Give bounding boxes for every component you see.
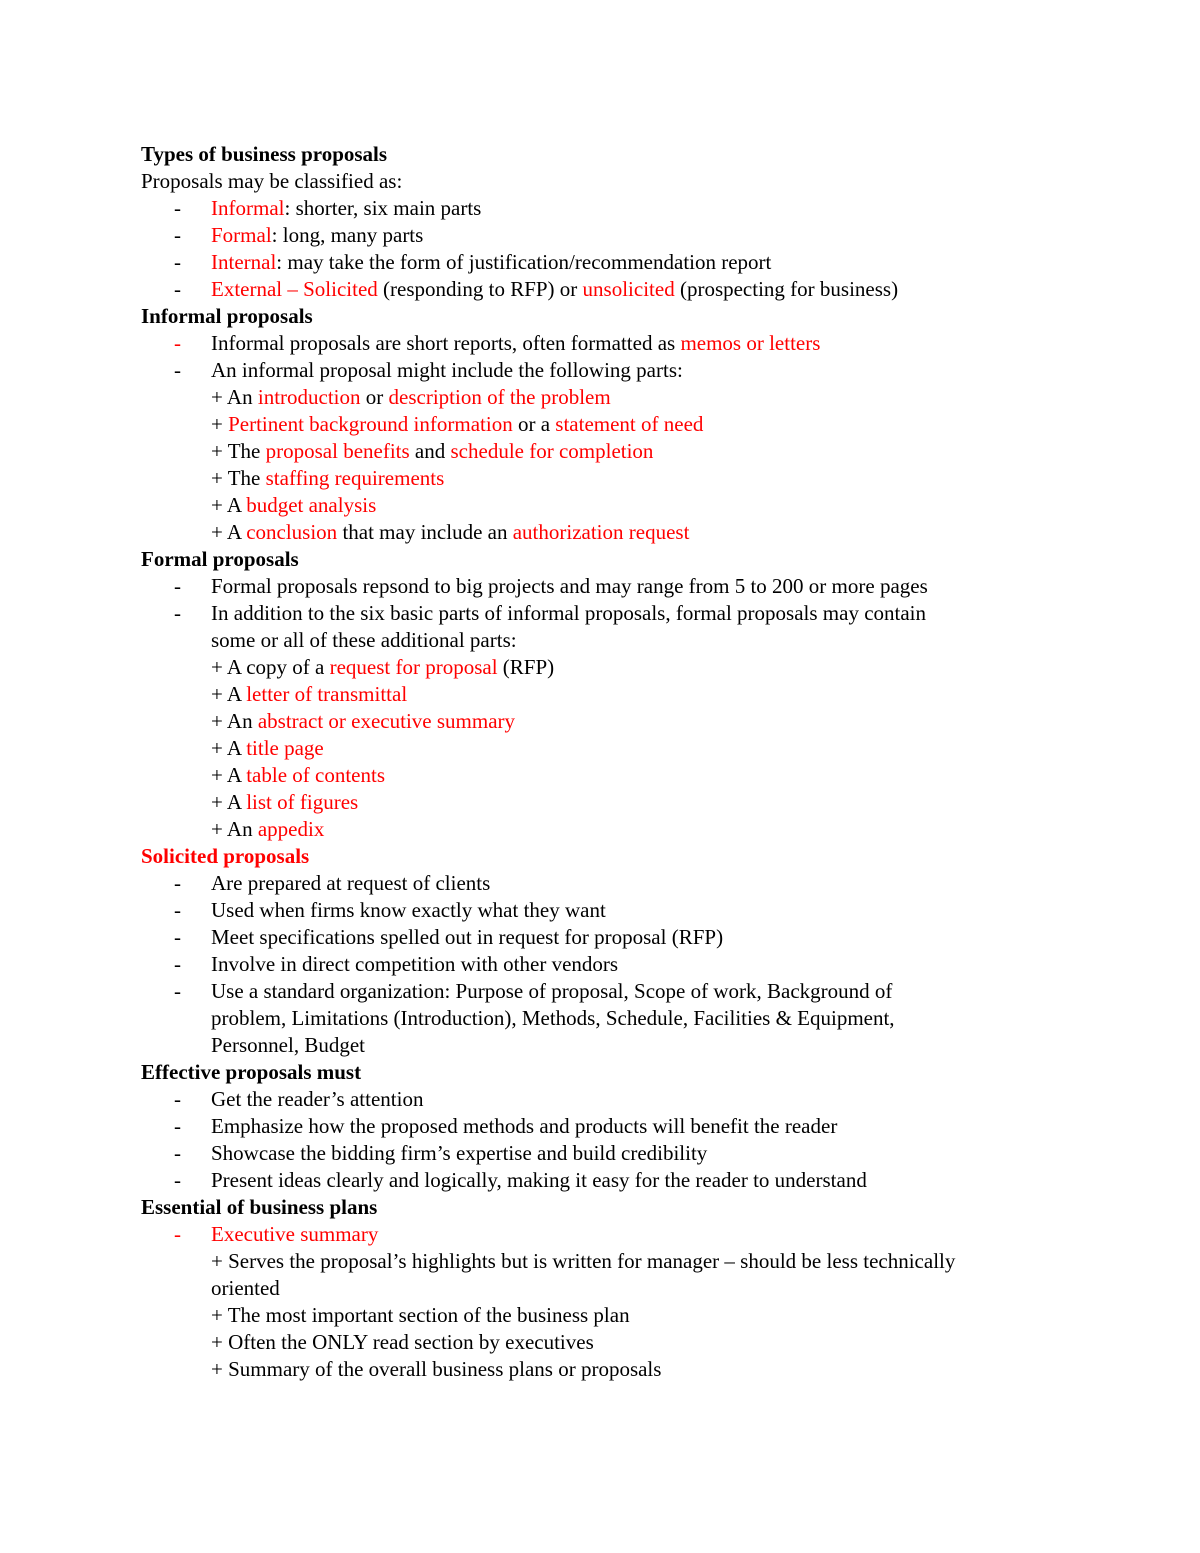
highlighted-term: staffing requirements [265,466,445,490]
text-segment: + [211,412,229,436]
section-heading [141,303,1071,330]
bullet-item [141,195,1071,222]
text-segment: Are prepared at request of clients [211,871,491,895]
bullet-dash: - [174,358,181,382]
sub-item [141,681,1071,708]
highlighted-term: Internal [211,250,277,274]
text-segment: Effective proposals must [141,1060,362,1084]
text-segment: Proposals may be classified as: [141,169,403,193]
bullet-text [141,925,723,949]
text-segment: Formal proposals repsond to big projects and may range from 5 to 200 or more pages [211,574,928,598]
sub-item [141,654,1071,681]
sub-item [141,384,1071,411]
bullet-dash: - [174,979,181,1003]
bullet-item [141,870,1071,897]
bullet-item [141,249,1071,276]
bullet-item [141,573,1071,600]
highlighted-term: introduction [257,385,361,409]
highlighted-term: Informal [211,196,285,220]
text-segment: + Summary of the overall business plans or proposals [211,1357,662,1381]
text-segment: Meet specifications spelled out in request for proposal (RFP) [211,925,724,949]
highlighted-term: memos or letters [680,331,821,355]
sub-item [141,1329,1071,1356]
text-segment: + A [211,736,247,760]
paragraph-line [141,168,1071,195]
bullet-continuation [141,1032,1071,1059]
bullet-text [141,1168,867,1192]
text-segment: Used when firms know exactly what they want [211,898,606,922]
sub-item [141,492,1071,519]
bullet-dash: - [174,250,181,274]
highlighted-term: description of the problem [388,385,611,409]
text-segment: : long, many parts [271,223,424,247]
text-segment: + The [211,466,266,490]
text-segment: + A [211,790,247,814]
highlighted-term: budget analysis [246,493,377,517]
bullet-text [141,358,683,382]
sub-item [141,1302,1071,1329]
highlighted-term: statement of need [555,412,704,436]
highlighted-term: schedule for completion [450,439,654,463]
highlighted-term: abstract or executive summary [257,709,516,733]
bullet-item [141,1113,1071,1140]
bullet-dash: - [174,1168,181,1192]
text-segment: Types of business proposals [141,142,388,166]
text-segment: + The [211,439,266,463]
bullet-dash: - [174,277,181,301]
bullet-item [141,1167,1071,1194]
section-heading [141,141,1071,168]
highlighted-term: authorization request [512,520,690,544]
section-heading [141,1059,1071,1086]
text-segment: : may take the form of justification/recommendation report [276,250,772,274]
highlighted-term: letter of transmittal [246,682,408,706]
bullet-dash: - [174,898,181,922]
highlighted-term: External – Solicited [211,277,378,301]
bullet-item [141,897,1071,924]
text-segment: (RFP) [497,655,555,679]
highlighted-term: request for proposal [329,655,498,679]
text-segment: + A [211,763,247,787]
text-segment: Use a standard organization: Purpose of proposal, Scope of work, Background of [211,979,893,1003]
text-segment: + An [211,385,258,409]
bullet-dash: - [174,1114,181,1138]
highlighted-term: unsolicited [582,277,675,301]
section-heading [141,1194,1071,1221]
bullet-text [141,952,618,976]
bullet-dash: - [174,223,181,247]
text-segment: + Serves the proposal’s highlights but is written for manager – should be less technically [211,1249,956,1273]
bullet-continuation [141,1005,1071,1032]
bullet-text [141,601,926,625]
bullet-continuation [141,627,1071,654]
highlighted-term: title page [246,736,324,760]
bullet-item [141,1086,1071,1113]
bullet-text [141,1114,837,1138]
text-segment: or [360,385,389,409]
sub-item [141,519,1071,546]
text-segment: + A [211,520,247,544]
bullet-dash: - [174,331,181,355]
bullet-item [141,978,1071,1005]
sub-item [141,465,1071,492]
bullet-item [141,600,1071,627]
text-segment: Essential of business plans [141,1195,378,1219]
text-segment: In addition to the six basic parts of informal proposals, formal proposals may contain [211,601,927,625]
text-segment: + Often the ONLY read section by executives [211,1330,594,1354]
bullet-dash: - [174,196,181,220]
sub-item [141,1356,1071,1383]
text-segment: Informal proposals are short reports, often formatted as [211,331,681,355]
text-segment: Personnel, Budget [211,1033,365,1057]
bullet-dash: - [174,601,181,625]
bullet-item [141,1140,1071,1167]
text-segment: + A [211,493,247,517]
sub-item [141,438,1071,465]
text-segment: (prospecting for business) [674,277,899,301]
bullet-dash: - [174,952,181,976]
bullet-text [141,979,892,1003]
text-segment: + An [211,817,258,841]
text-segment: that may include an [337,520,513,544]
text-segment: + A copy of a [211,655,330,679]
highlighted-term: Formal [211,223,272,247]
highlighted-term: Executive summary [211,1222,379,1246]
sub-item [141,1275,1071,1302]
bullet-dash: - [174,925,181,949]
bullet-dash: - [174,1222,181,1246]
bullet-text [141,1141,707,1165]
highlighted-term: proposal benefits [265,439,410,463]
sub-item [141,708,1071,735]
sub-item [141,1248,1071,1275]
text-segment: : shorter, six main parts [284,196,482,220]
highlighted-term: Solicited proposals [141,844,310,868]
document-body [141,141,1071,1383]
text-segment: + The most important section of the business plan [211,1303,630,1327]
text-segment: and [409,439,451,463]
text-segment: Involve in direct competition with other vendors [211,952,619,976]
text-segment: Present ideas clearly and logically, making it easy for the reader to understand [211,1168,867,1192]
highlighted-term: conclusion [246,520,338,544]
bullet-text [141,250,771,274]
bullet-dash: - [174,1087,181,1111]
text-segment: Informal proposals [141,304,313,328]
text-segment: An informal proposal might include the following parts: [211,358,683,382]
highlighted-term: list of figures [246,790,359,814]
text-segment: + An [211,709,258,733]
text-segment: some or all of these additional parts: [211,628,517,652]
text-segment: oriented [211,1276,280,1300]
text-segment: or a [512,412,556,436]
bullet-dash: - [174,1141,181,1165]
text-segment: (responding to RFP) or [377,277,583,301]
bullet-text [141,331,820,355]
sub-item [141,735,1071,762]
sub-item [141,762,1071,789]
highlighted-term: appedix [257,817,325,841]
section-heading [141,546,1071,573]
bullet-item [141,276,1071,303]
bullet-text [141,898,606,922]
bullet-dash: - [174,871,181,895]
highlighted-term: Pertinent background information [228,412,513,436]
text-segment: + A [211,682,247,706]
text-segment: Formal proposals [141,547,299,571]
bullet-item [141,222,1071,249]
bullet-item [141,357,1071,384]
sub-item [141,411,1071,438]
section-heading [141,843,1071,870]
bullet-text [141,277,898,301]
bullet-item [141,924,1071,951]
highlighted-term: table of contents [246,763,385,787]
bullet-text [141,574,928,598]
text-segment: Showcase the bidding firm’s expertise and build credibility [211,1141,708,1165]
bullet-item [141,951,1071,978]
text-segment: Get the reader’s attention [211,1087,424,1111]
sub-item [141,816,1071,843]
sub-item [141,789,1071,816]
text-segment: Emphasize how the proposed methods and products will benefit the reader [211,1114,838,1138]
bullet-dash: - [174,574,181,598]
bullet-item [141,1221,1071,1248]
bullet-item [141,330,1071,357]
text-segment: problem, Limitations (Introduction), Methods, Schedule, Facilities & Equipment, [211,1006,895,1030]
